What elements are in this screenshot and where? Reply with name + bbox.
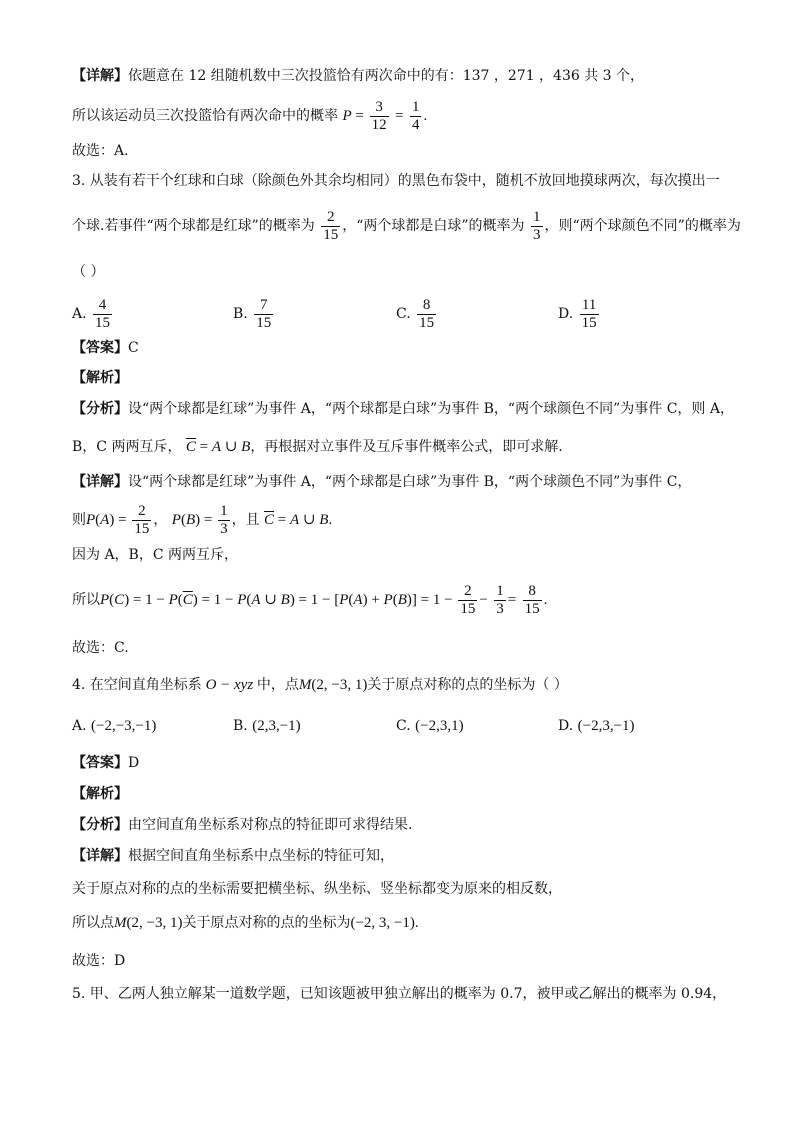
fraction-1-4: $\frac{1}{4}$	[411, 98, 420, 133]
q3-choice: 故选：C.	[72, 640, 129, 656]
q3-options	[72, 292, 722, 336]
q4-jiexi: 【解析】	[72, 786, 128, 802]
q3-stem-line-2: 个球.若事件“两个球都是红球”的概率为 $\frac{2}{15}$ ，“两个球都是白球”的概率为 $\frac{1}{3}$ ，则“两个球颜色不同”的概率为	[72, 208, 741, 243]
q4-choice: 故选：D	[72, 953, 126, 969]
q3-option-c: C. $\frac{8}{15}$	[396, 296, 435, 331]
detail-tag: 【详解】	[72, 68, 128, 84]
q3-analysis-2: B，C 两两互斥， $\overline{C} = A$ ∪ B，再根据对立事件及互斥事件概率公式，即可求解.	[72, 439, 563, 455]
q4-detail-2: 关于原点对称的点的坐标需要把横坐标、纵坐标、竖坐标都变为原来的相反数，	[72, 881, 562, 897]
q3-option-d: D. $\frac{11}{15}$	[558, 296, 597, 331]
q3-stem-line-1: 3. 从装有若干个红球和白球（除颜色外其余均相同）的黑色布袋中，随机不放回地摸球两次，每次摸出一	[72, 173, 720, 189]
q4-option-a: A. (−2,−3,−1)	[72, 718, 157, 734]
q4-option-b: B. (2,3,−1)	[233, 718, 301, 734]
q3-paren: （ ）	[72, 264, 105, 280]
q4-answer: 【答案】D	[72, 755, 140, 771]
q3-detail-3: 因为 A，B，C 两两互斥，	[72, 547, 239, 563]
q4-option-c: C. (−2,3,1)	[396, 718, 464, 734]
probability-line: 所以该运动员三次投篮恰有两次命中的概率 P = $\frac{3}{12}$ = $\frac{1}{4}$ .	[72, 98, 428, 133]
fraction-white: $\frac{1}{3}$	[533, 208, 541, 243]
q4-detail-1: 【详解】根据空间直角坐标系中点坐标的特征可知，	[72, 848, 394, 864]
q4-analysis: 【分析】由空间直角坐标系对称点的特征即可求得结果.	[72, 817, 413, 833]
fraction-3-12: $\frac{3}{12}$	[371, 98, 387, 133]
q3-detail-1: 【详解】设“两个球都是红球”为事件 A，“两个球都是白球”为事件 B，“两个球颜色不同”为事件 C，	[72, 474, 692, 490]
q4-stem: 4. 在空间直角坐标系 O − xyz 中，点M(2, −3, 1)关于原点对称的点的坐标为（ ）	[72, 677, 568, 693]
q3-jiexi: 【解析】	[72, 370, 128, 386]
q3-detail-4: 所以$P(C) = 1 - P(\overline{C}) = 1 - P(A$ ∪ B) = 1 − [P(A) + P(B)] = 1 − $\frac{2}{15}$ − $\frac{1}{3}$ = $\frac{8}{15}$ .	[72, 582, 548, 617]
choice-line: 故选：A.	[72, 143, 129, 159]
fraction-red: $\frac{2}{15}$	[323, 208, 339, 243]
q3-option-a: A. $\frac{4}{15}$	[72, 296, 111, 331]
q3-detail-2: 则P(A) = $\frac{2}{15}$ ， P(B) = $\frac{1}{3}$ ，且 $\overline{C} = A$ ∪ B.	[72, 502, 333, 537]
detail-line-1: 【详解】依题意在 12 组随机数中三次投篮恰有两次命中的有：137 ，271 ，436 共 3 个，	[72, 68, 645, 84]
q5-stem: 5. 甲、乙两人独立解某一道数学题，已知该题被甲独立解出的概率为 0.7，被甲或乙解出的概率为 0.94，	[72, 986, 727, 1002]
q4-detail-3: 所以点M(2, −3, 1)关于原点对称的点的坐标为(−2, 3, −1).	[72, 915, 419, 931]
q4-options	[72, 716, 722, 738]
q4-option-d: D. (−2,3,−1)	[558, 718, 635, 734]
q3-option-b: B. $\frac{7}{15}$	[233, 296, 272, 331]
q3-analysis-1: 【分析】设“两个球都是红球”为事件 A，“两个球都是白球”为事件 B，“两个球颜色不同”为事件 C，则 A，	[72, 401, 734, 417]
q3-answer: 【答案】C	[72, 340, 139, 356]
